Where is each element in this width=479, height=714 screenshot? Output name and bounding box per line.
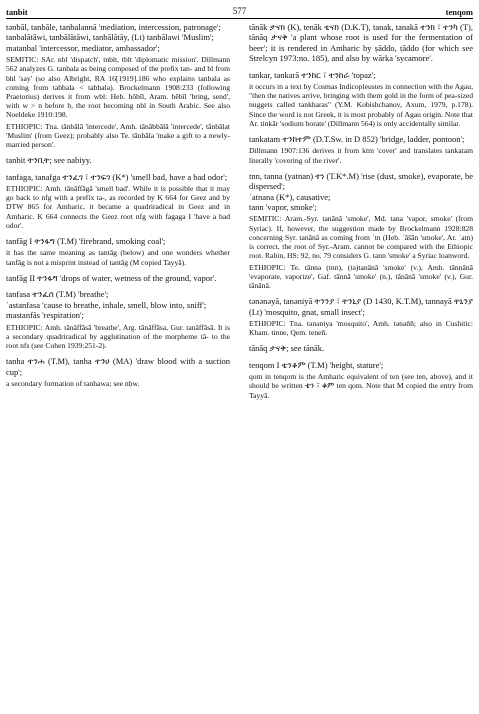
entry-subform: matanbal 'intercessor, mediator, ambassador'; xyxy=(6,42,160,53)
entry-subform: tann 'vapor, smoke'; xyxy=(249,202,317,213)
entry-body: tənbāl, tanbāle, tanbalannā 'mediation, intercession, patronage'; xyxy=(6,22,221,32)
entry-subform: ʾastanfasa 'cause to breathe, inhale, smell, blow into, sniff'; xyxy=(6,299,207,310)
page-number: 577 xyxy=(232,6,247,16)
left-column xyxy=(6,22,230,710)
entry-note: ETHIOPIC: Tna. tānbālā 'intercede', Amh. tānābbālā 'intercede', tānbālat 'Muslim' (from Geez); probably also Te. tānbāla 'make a gift to a newly-married person'. xyxy=(6,121,230,150)
entry-note: it occurs in a text by Cosmas Indicopleustes in connection with the Agau, "then the natives arrive, bringing with them gold in the form of pea-sized nuggets called tankharas" (Y.M. Kobishchanov, Axum, 1979, p.178). Since the word is not Greek, it is most probably of Agau origin. Note that Ar. tinkār 'sodium borate' (Dillmann 564) is only accidentally similar. xyxy=(249,82,473,128)
entry-body: tanfasa ተንፈሰ (T.M) 'breathe'; xyxy=(6,289,109,300)
entry-tanaq xyxy=(249,343,473,353)
header-guide-word-right: tenqom xyxy=(445,7,473,17)
entry-body: tənənəyā, tanəniyā ትንንያ ፣ ትንኒያ (D 1430, K.T.M), tannayā ትኒንያ (Lt) 'mosquito, gnat, small insect'; xyxy=(249,296,473,317)
entry-tankatam xyxy=(249,134,473,165)
entry-subform: tanbalātāwi, tanbālātāwi, tanbālātāy, (Lt) tanbālawi 'Muslim'; xyxy=(6,32,214,43)
entry-tanfag-2 xyxy=(6,273,230,283)
entry-tnn xyxy=(249,171,473,290)
entry-body: tanha ተንሐ (T.M), tanha ተንሀ (MA) 'draw blood with a suction cup'; xyxy=(6,356,230,377)
entry-tanbit xyxy=(6,155,230,165)
entry-note: qom in tenqom is the Amharic equivalent of ten (see ten, above), and it should be written ቴን ፣ ቆም ten qom. Note that M copied the entry from Tayyā. xyxy=(249,372,473,400)
entry-tanbal xyxy=(6,22,230,149)
entry-body: tanfāg I ትንፋግ (T.M) 'firebrand, smoking coal'; xyxy=(6,236,166,247)
entry-body: tankatam ተንከተም (D.T.Sw. in D 852) 'bridge, ladder, pontoon'; xyxy=(249,134,465,145)
entry-body: tanbit ትንቢት; see nabiyy. xyxy=(6,155,92,166)
entry-note: ETHIOPIC: Tna. tənəniya 'mosquito', Amh. tənəññ; also in Cushitic: Kham. tinne, Qem. teneñ. xyxy=(249,318,473,338)
entry-body: tenqom I ቴንቆም (T.M) 'height, stature'; xyxy=(249,359,384,370)
entry-subform: mastanfās 'respiration'; xyxy=(6,310,84,321)
entry-note: a secondary formation of tanhawa; see nḥw. xyxy=(6,378,140,388)
entry-body: tankar, tankarā ተንከር ፣ ተንከራ 'topaz'; xyxy=(249,69,376,80)
entry-note: SEMITIC: SAr. nbl 'dispatch', tnblt, tblt 'diplomatic mission'. Dillmann 562 analyzes G. tanbala as being composed of the prefix tan- and bl from bhl 'say' (so also Albright, RA 16[1919].186 who explains tanbala as coming from tabbala < tabhala). Brockelmann 1908:233 (following Praetorius) derives it from wbl: Heb. hôbîl, Aram. hêbîl 'bring, send', with w > n before b, the root becoming nbl in South Arabic. See also Noeldeke 1910:198. xyxy=(6,55,230,120)
entry-body: tānāk ታናክ (K), tenāk ቴናክ (D.K.T), tanak, tanakā ተንክ ፣ ተንካ (T), tānāq ታናቅ 'a plant whose root is used for the fermentation of beer'; it is rendered in Amharic by ṣāddo, ṭāddo (for which see Strelcyn 1973:no. 185), and also by wārka 'sycamore'. xyxy=(249,22,473,64)
entry-note: Dillmann 1907:136 derives it from ktm 'cover' and translates tankatam literally 'covering of the river'. xyxy=(249,146,473,165)
entry-note: ETHIOPIC: Te. tānna (tnn), (tə)tanānā 'smoke' (v.), Amh. tānnānā 'evaporate, vaporize', Gaf. tānnā 'smoke' (n.), tānānā 'smoke' (v.), Gur. tānānā. xyxy=(249,262,473,290)
right-column xyxy=(249,22,473,710)
entry-tenqom xyxy=(249,360,473,400)
entry-note: it has the same meaning as tantāg (below) and one wonders whether tanfāg is not a misprint instead of tantāg (M copied Tayyā). xyxy=(6,248,230,267)
entry-tanfaga xyxy=(6,172,230,230)
entry-body: tānāq ታናቅ; see tānāk. xyxy=(249,343,325,354)
entry-note: ETHIOPIC: Amh. tānāffāsā 'breathe', Arg. tānāffāsa, Gur. tanāffāsā. It is a secondary quadriradical by agglutination of the morpheme tā- to the root nfs (see Cohen 1939:251-2). xyxy=(6,322,230,350)
entry-tananiya xyxy=(249,296,473,337)
entry-body: tanfaga, tanafga ተንፈገ ፣ ተንፍገ (K*) 'smell bad, have a bad odor'; xyxy=(6,171,228,182)
entry-note: SEMITIC: Aram.-Syr. tanānā 'smoke', Md. tana 'vapor, smoke' (from Syriac). If, however, the suggestion made by Brockelmann 1928:828 concerning Syr. tanānā as coming from ʿtn (Heb. ʿāšān 'smoke', Ar. ʿatn) is correct, the root of Syr.-Aram. cannot be compared with the Ethiopic root. Rabin, HS: 92, no. 79 considers G. tann 'smoke' a Syriac loanword. xyxy=(249,214,473,261)
entry-tanfag-1 xyxy=(6,236,230,267)
entry-tanfasa xyxy=(6,289,230,350)
entry-body: tanfāg II ትንፋግ 'drops of water, wetness of the ground, vapor'. xyxy=(6,272,217,283)
entry-tankar xyxy=(249,70,473,128)
entry-tanak xyxy=(249,22,473,64)
entry-tanha xyxy=(6,356,230,388)
entry-note: ETHIOPIC: Amh. tānāffāgā 'smell bad'. While it is possible that it may go back to nfg with a prefix ta-, as recorded by K 664 for Geez and by DTW 865 for Amharic, it became a quadriradical in Geez and in Amharic. K 664 connects the Geez root nfg with fagaga I 'have a bad odor'. xyxy=(6,184,230,230)
header-guide-word-left: tanbit xyxy=(6,7,28,17)
entry-subform: ʾatnana (K*), causative; xyxy=(249,191,331,202)
entry-body: tnn, tanna (yatnan) ተነ (T.K*.M) 'rise (dust, smoke), evaporate, be dispersed'; xyxy=(249,170,473,192)
header-rule xyxy=(6,18,473,19)
